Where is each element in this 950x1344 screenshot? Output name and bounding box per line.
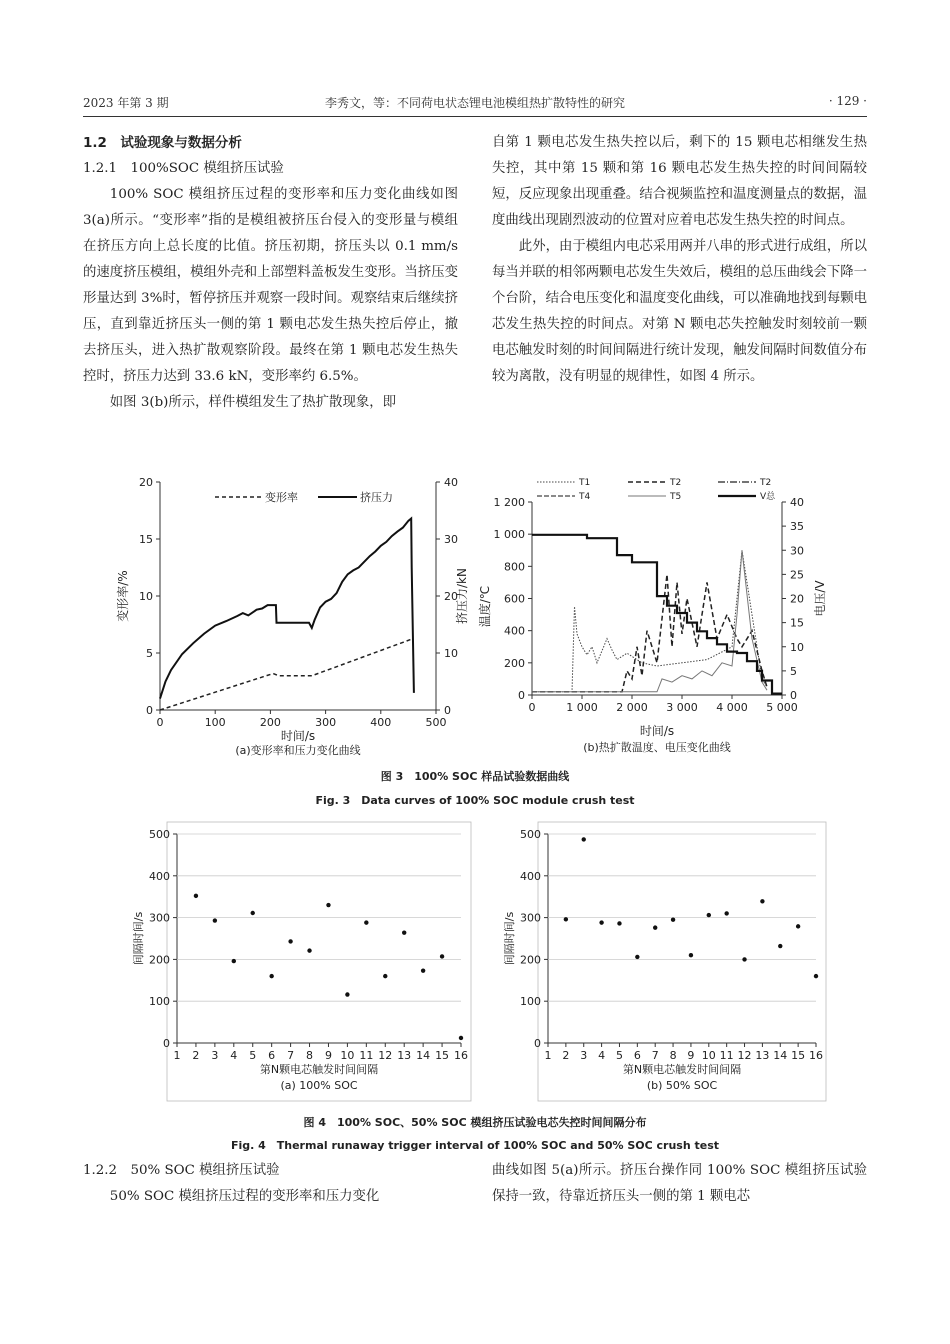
- x-tick-label: 1 000: [566, 701, 598, 714]
- x-axis-label: 第N颗电芯触发时间间隔: [622, 1063, 742, 1076]
- y-tick-label: 10: [139, 590, 153, 603]
- x-tick-label: 9: [324, 1049, 332, 1062]
- x-tick-label: 3: [580, 1049, 588, 1062]
- data-point: [671, 917, 675, 921]
- x-tick-label: 100: [204, 716, 226, 729]
- x-tick-label: 0: [156, 716, 164, 729]
- legend-label-deformation: 变形率: [265, 491, 298, 504]
- y2-tick-label: 30: [444, 533, 458, 546]
- y2-axis-label: 挤压力/kN: [455, 568, 469, 624]
- x-tick-label: 4: [230, 1049, 238, 1062]
- x-tick-label: 10: [340, 1049, 355, 1062]
- x-tick-label: 9: [687, 1049, 695, 1062]
- y-tick-label: 200: [504, 656, 525, 670]
- bottom-left-column: [83, 1158, 458, 1210]
- y2-tick-label: 0: [444, 704, 451, 717]
- data-point: [778, 944, 782, 948]
- legend-label: T2: [760, 478, 772, 488]
- y2-tick-label: 30: [790, 544, 804, 558]
- data-point: [364, 920, 368, 924]
- data-point: [459, 1036, 463, 1040]
- y-tick-label: 100: [520, 995, 541, 1009]
- paragraph: 如图 3(b)所示，样件模组发生了热扩散现象，即: [109, 395, 397, 410]
- y2-tick-label: 40: [790, 496, 804, 509]
- chart-subtitle: (b) 50% SOC: [646, 1079, 718, 1092]
- x-tick-label: 5 000: [766, 701, 798, 714]
- y-tick-label: 400: [520, 869, 541, 883]
- y-tick-label: 100: [149, 995, 170, 1009]
- chart-subtitle: (b)热扩散温度、电压变化曲线: [583, 741, 731, 754]
- x-tick-label: 6: [633, 1049, 641, 1062]
- series-T2-line: [532, 574, 767, 691]
- x-tick-label: 15: [435, 1049, 450, 1062]
- series-T1-line: [532, 550, 767, 692]
- data-point: [440, 954, 444, 958]
- y2-tick-label: 15: [790, 616, 804, 630]
- legend-label: T2: [670, 478, 682, 488]
- x-tick-label: 4 000: [716, 701, 748, 714]
- x-tick-label: 4: [598, 1049, 606, 1062]
- y-tick-label: 500: [149, 828, 170, 841]
- data-point: [724, 911, 728, 915]
- y2-tick-label: 20: [444, 590, 458, 603]
- legend-label: T5: [670, 492, 682, 502]
- x-axis-label: 时间/s: [280, 729, 316, 743]
- x-axis-label: 第N颗电芯触发时间间隔: [259, 1063, 379, 1076]
- x-tick-label: 2: [192, 1049, 200, 1062]
- data-point: [307, 948, 311, 952]
- y-tick-label: 200: [520, 953, 541, 967]
- subsection-heading: 1.2.2 50% SOC 模组挤压试验: [83, 1163, 280, 1178]
- data-point: [635, 955, 639, 959]
- y-tick-label: 0: [534, 1037, 541, 1050]
- x-tick-label: 14: [773, 1049, 788, 1062]
- paragraph: 100% SOC 模组挤压过程的变形率和压力变化曲线如图 3(a)所示。“变形率”指的是模组被挤压台侵入的变形量与模组在挤压方向上总长度的比值。挤压初期，挤压头以 0.1 mm/s 的速度挤压模组，模组外壳和上部塑料盖板发生变形。当挤压变形量达到 3%时，暂停挤压并观察一段时间。观察结束后继续挤压，直到靠近挤压头一侧的第 1 颗电芯发生热失控后停止，撤去挤压头，进入热扩散观察阶段。最终在第 1 颗电芯发生热失控时，挤压力达到 33.6 kN，变形率约 6.5%。: [83, 187, 458, 384]
- bottom-right-column: [492, 1158, 867, 1210]
- y-tick-label: 600: [504, 592, 525, 606]
- data-point: [402, 930, 406, 934]
- series-deformation-line: [160, 639, 411, 710]
- x-tick-label: 8: [669, 1049, 677, 1062]
- y-tick-label: 200: [149, 953, 170, 967]
- data-point: [689, 953, 693, 957]
- data-point: [814, 974, 818, 978]
- figure3-caption-en: Fig. 3 Data curves of 100% SOC module crush test: [315, 794, 635, 807]
- data-point: [383, 974, 387, 978]
- subsection-heading: 1.2.1 100%SOC 模组挤压试验: [83, 161, 284, 176]
- figure4-caption-en: Fig. 4 Thermal runaway trigger interval of 100% SOC and 50% SOC crush test: [230, 1139, 720, 1152]
- y2-tick-label: 10: [790, 640, 804, 654]
- y-tick-label: 300: [520, 911, 541, 925]
- x-tick-label: 11: [359, 1049, 374, 1062]
- x-tick-label: 2 000: [616, 701, 648, 714]
- series-V总-line: [532, 535, 782, 694]
- page-number: · 129 ·: [828, 94, 867, 108]
- data-point: [421, 968, 425, 972]
- x-tick-label: 16: [809, 1049, 823, 1062]
- y-tick-label: 1 000: [493, 528, 525, 542]
- y-axis-label: 间隔时间/s: [132, 911, 145, 966]
- x-tick-label: 10: [701, 1049, 716, 1062]
- paragraph: 50% SOC 模组挤压过程的变形率和压力变化: [109, 1189, 380, 1204]
- y-tick-label: 20: [139, 476, 153, 489]
- data-point: [213, 918, 217, 922]
- paragraph: 曲线如图 5(a)所示。挤压台操作同 100% SOC 模组挤压试验保持一致，待靠近挤压头一侧的第 1 颗电芯: [492, 1163, 867, 1204]
- x-tick-label: 5: [615, 1049, 623, 1062]
- y-tick-label: 1 200: [493, 496, 525, 509]
- y-tick-label: 0: [146, 704, 153, 717]
- y2-tick-label: 10: [444, 647, 458, 660]
- data-point: [345, 992, 349, 996]
- data-point: [582, 837, 586, 841]
- series-force-line: [160, 519, 414, 699]
- x-tick-label: 12: [378, 1049, 393, 1062]
- y-tick-label: 300: [149, 911, 170, 925]
- legend-label: V总: [760, 492, 776, 502]
- data-point: [232, 959, 236, 963]
- data-point: [251, 911, 255, 915]
- x-tick-label: 13: [755, 1049, 770, 1062]
- x-tick-label: 3 000: [666, 701, 698, 714]
- chart-subtitle: (a)变形率和压力变化曲线: [235, 744, 361, 757]
- data-point: [796, 924, 800, 928]
- x-tick-label: 16: [454, 1049, 468, 1062]
- x-tick-label: 12: [737, 1049, 752, 1062]
- series-T5-line: [532, 550, 767, 692]
- data-point: [599, 920, 603, 924]
- y-tick-label: 400: [504, 624, 525, 638]
- legend-label-force: 挤压力: [360, 491, 393, 504]
- y-axis-label: 温度/℃: [478, 585, 492, 628]
- running-title: 李秀文，等：不同荷电状态锂电池模组热扩散特性的研究: [324, 96, 625, 110]
- x-tick-label: 6: [268, 1049, 276, 1062]
- x-tick-label: 1: [544, 1049, 552, 1062]
- data-point: [194, 894, 198, 898]
- paragraph: 此外，由于模组内电芯采用两并八串的形式进行成组，所以每当并联的相邻两颗电芯发生失效后，模组的总压曲线会下降一个台阶，结合电压变化和温度变化曲线，可以准确地找到每颗电芯发生热失控的时间点。对第 N 颗电芯失控触发时刻较前一颗电芯触发时刻的时间间隔进行统计发现，触发间隔时间数值分布较为离散，没有明显的规律性，如图 4 所示。: [492, 239, 867, 384]
- y-axis-label: 变形率/%: [116, 570, 130, 622]
- x-tick-label: 15: [791, 1049, 806, 1062]
- data-point: [326, 903, 330, 907]
- x-axis-label: 时间/s: [639, 724, 675, 738]
- legend-label: T4: [579, 492, 591, 502]
- chart-subtitle: (a) 100% SOC: [280, 1079, 358, 1092]
- data-point: [269, 974, 273, 978]
- y-tick-label: 15: [139, 533, 153, 546]
- x-tick-label: 13: [397, 1049, 412, 1062]
- y2-tick-label: 5: [790, 664, 797, 678]
- x-tick-label: 14: [416, 1049, 431, 1062]
- journal-issue: 2023 年第 3 期: [83, 96, 169, 110]
- data-point: [653, 925, 657, 929]
- figure3-caption-cn: 图 3 100% SOC 样品试验数据曲线: [380, 770, 570, 783]
- y2-axis-label: 电压/V: [813, 580, 827, 617]
- data-point: [617, 921, 621, 925]
- x-tick-label: 500: [425, 716, 447, 729]
- data-point: [742, 957, 746, 961]
- y-axis-label: 间隔时间/s: [503, 911, 516, 966]
- x-tick-label: 0: [528, 701, 536, 714]
- x-tick-label: 1: [173, 1049, 181, 1062]
- section-heading: 1.2 试验现象与数据分析: [83, 135, 242, 151]
- data-point: [564, 917, 568, 921]
- y2-tick-label: 20: [790, 592, 804, 606]
- x-tick-label: 3: [211, 1049, 219, 1062]
- y-tick-label: 500: [520, 828, 541, 841]
- data-point: [760, 899, 764, 903]
- x-tick-label: 7: [651, 1049, 659, 1062]
- x-tick-label: 8: [306, 1049, 314, 1062]
- legend-label: T1: [579, 478, 591, 488]
- y-tick-label: 400: [149, 869, 170, 883]
- y-tick-label: 800: [504, 560, 525, 574]
- y2-tick-label: 35: [790, 520, 804, 534]
- y-tick-label: 0: [518, 689, 525, 702]
- x-tick-label: 5: [249, 1049, 257, 1062]
- x-tick-label: 400: [370, 716, 392, 729]
- y2-tick-label: 40: [444, 476, 458, 489]
- y2-tick-label: 25: [790, 568, 804, 582]
- y-tick-label: 0: [163, 1037, 170, 1050]
- y2-tick-label: 0: [790, 689, 797, 702]
- data-point: [288, 939, 292, 943]
- paragraph: 自第 1 颗电芯发生热失控以后，剩下的 15 颗电芯相继发生热失控，其中第 15 颗和第 16 颗电芯发生热失控的时间间隔较短，反应现象出现重叠。结合视频监控和温度测量点的数据，温度曲线出现剧烈波动的位置对应着电芯发生热失控的时间点。: [492, 135, 867, 228]
- figure4-caption-cn: 图 4 100% SOC、50% SOC 模组挤压试验电芯失控时间间隔分布: [303, 1116, 647, 1129]
- y-tick-label: 5: [146, 647, 153, 660]
- x-tick-label: 200: [259, 716, 281, 729]
- x-tick-label: 300: [315, 716, 337, 729]
- x-tick-label: 11: [719, 1049, 734, 1062]
- x-tick-label: 2: [562, 1049, 570, 1062]
- data-point: [707, 913, 711, 917]
- x-tick-label: 7: [287, 1049, 295, 1062]
